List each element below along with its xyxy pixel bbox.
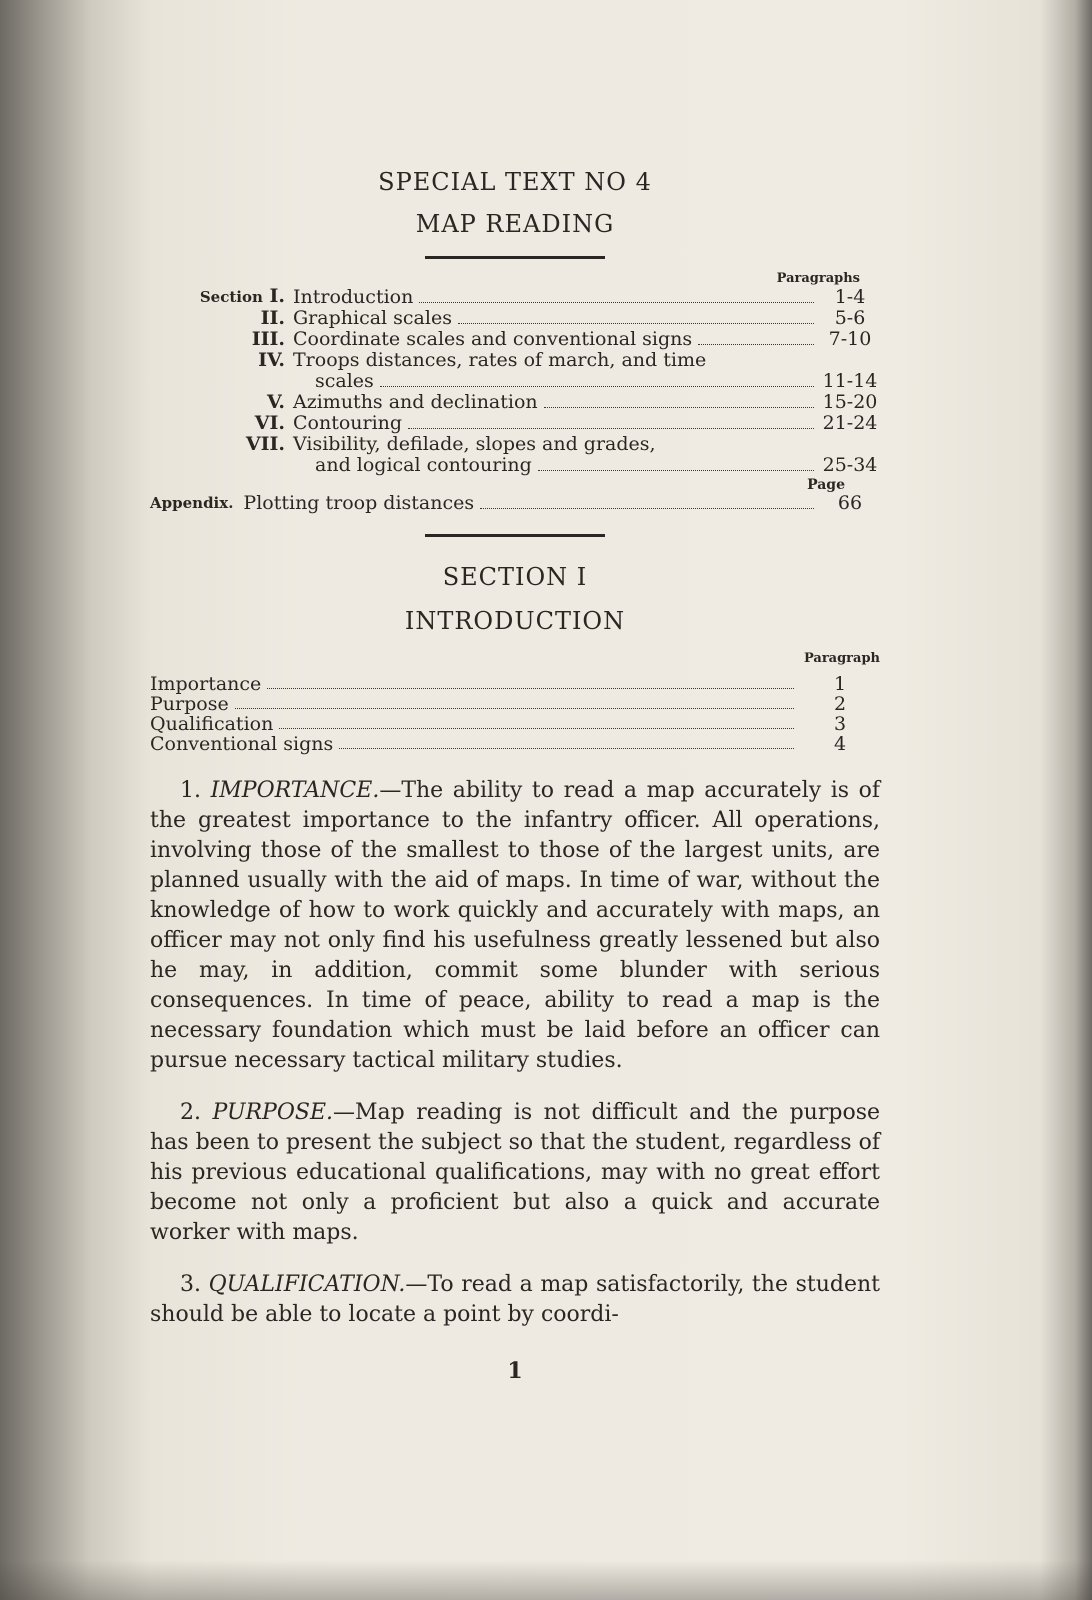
paragraph-text: —The ability to read a map accurately is of the greatest importance to the infantry officer. All operations, involving those of the smallest to those of the largest units, are planned usually with the aid of maps. In time of war, without the knowledge of how to work quickly and accurately with maps, an officer may not only find his usefulness greatly lessened but also he may, in addition, commit some blunder with serious consequences. In time of peace, ability to read a map is the necessary foundation which must be laid before an officer can pursue necessary tactical military studies. [150, 778, 881, 1073]
toc-section-number [150, 350, 293, 371]
section-toc-title-text: Importance [150, 673, 262, 695]
page-shadow [0, 1560, 1092, 1600]
section-numeral: IV. [258, 349, 285, 371]
leader-dots [538, 470, 814, 471]
toc-title [293, 329, 820, 350]
section-numeral: I. [269, 285, 285, 307]
leader-dots [267, 688, 794, 689]
page-content [150, 160, 880, 1384]
paragraph-heading: PURPOSE. [212, 1100, 334, 1125]
title-rule [425, 256, 605, 259]
appendix-title [243, 493, 820, 514]
body-text [150, 776, 880, 1330]
section-toc-paragraph: 1 [833, 673, 847, 695]
toc-row [150, 350, 880, 371]
paragraph [150, 776, 880, 1076]
toc-section-number [150, 434, 293, 455]
toc-row [150, 286, 880, 308]
leader-dots [279, 728, 794, 729]
toc-title-text: Contouring [293, 412, 403, 434]
toc-row [150, 392, 880, 413]
appendix-label-text: Appendix. [150, 494, 234, 512]
paragraph-number: 2. [180, 1100, 213, 1125]
section-toc-row [150, 674, 880, 694]
paragraph [150, 1270, 880, 1330]
section-numeral: III. [251, 328, 285, 350]
leader-dots [408, 428, 814, 429]
section-toc-title-text: Conventional signs [150, 733, 334, 755]
toc-title-text: Introduction [293, 286, 414, 308]
toc-row-continued [150, 371, 880, 392]
leader-dots [698, 344, 814, 345]
toc-paragraph-range: 25-34 [822, 454, 878, 476]
toc-title [293, 392, 820, 413]
toc-paragraph-range: 7-10 [828, 328, 872, 350]
toc-title [293, 308, 820, 329]
document-title: MAP READING [415, 210, 615, 238]
paragraph-heading: QUALIFICATION. [208, 1272, 406, 1297]
toc-title [293, 413, 820, 434]
paragraph-text: —To read a map satisfactorily, the student should be able to locate a point by coordi- [150, 1272, 880, 1327]
section-toc-title [150, 714, 800, 734]
leader-dots [235, 708, 794, 709]
leader-dots [339, 748, 794, 749]
toc-paragraph-range: 15-20 [822, 391, 878, 413]
leader-dots [480, 508, 814, 509]
appendix-label [150, 492, 243, 514]
section-contents [150, 674, 880, 754]
special-text-heading: SPECIAL TEXT NO 4 [378, 168, 652, 196]
toc-paragraph-range: 5-6 [834, 307, 866, 329]
toc-section-number [150, 392, 293, 413]
section-toc-title-text: Purpose [150, 693, 229, 715]
toc-paragraph-range: 1-4 [834, 286, 866, 308]
toc-title [293, 350, 820, 371]
section-numeral: VII. [245, 433, 285, 455]
leader-dots [458, 323, 814, 324]
section-numeral: II. [260, 307, 285, 329]
section-toc-title [150, 734, 800, 754]
toc-row [150, 308, 880, 329]
toc-section-number [150, 413, 293, 434]
leader-dots [544, 407, 814, 408]
appendix-page: 66 [837, 492, 863, 514]
paragraph-heading: IMPORTANCE. [210, 778, 380, 803]
toc-row-continued [150, 455, 880, 476]
section-toc-paragraph: 2 [833, 693, 847, 715]
section-toc-row [150, 714, 880, 734]
paragraph [150, 1098, 880, 1248]
toc-title-text: Azimuths and declination [293, 391, 538, 413]
section-word: Section [199, 288, 263, 306]
section-numeral: VI. [254, 412, 285, 434]
section-title: INTRODUCTION [404, 607, 626, 635]
toc-row [150, 434, 880, 455]
section-paragraph-heading: Paragraph [803, 651, 880, 666]
section-heading: SECTION I [442, 563, 588, 591]
toc-paragraph-range: 11-14 [822, 370, 878, 392]
toc-paragraph-range: 21-24 [822, 412, 878, 434]
toc-title [293, 371, 820, 392]
leader-dots [419, 302, 814, 303]
toc-title [293, 455, 820, 476]
toc-paragraphs-heading: Paragraphs [776, 271, 860, 286]
section-toc-title [150, 694, 800, 714]
paragraph-number: 1. [180, 778, 211, 803]
page-number: 1 [507, 1358, 523, 1384]
toc-title-text: Graphical scales [293, 307, 452, 329]
appendix-block [150, 478, 880, 514]
section-rule [425, 534, 605, 537]
section-toc-paragraph: 4 [833, 733, 847, 755]
appendix-title-text: Plotting troop distances [243, 492, 475, 514]
section-toc-row [150, 694, 880, 714]
toc-title-text: Coordinate scales and conventional signs [293, 328, 693, 350]
toc-row [150, 329, 880, 350]
paragraph-number: 3. [180, 1272, 209, 1297]
section-toc-row [150, 734, 880, 754]
toc-section-number [150, 308, 293, 329]
appendix-row [150, 492, 880, 514]
toc-title-text: Visibility, defilade, slopes and grades, [293, 433, 656, 455]
toc-title-text: Troops distances, rates of march, and time [293, 349, 707, 371]
toc-title [293, 287, 820, 308]
table-of-contents [150, 286, 880, 476]
toc-row [150, 413, 880, 434]
section-toc-title [150, 674, 800, 694]
toc-section-number [150, 329, 293, 350]
toc-page-heading: Page [807, 477, 845, 493]
toc-title [293, 434, 820, 455]
section-toc-paragraph: 3 [833, 713, 847, 735]
toc-title-continued: and logical contouring [315, 454, 532, 476]
section-numeral: V. [266, 391, 285, 413]
leader-dots [380, 386, 814, 387]
section-toc-title-text: Qualification [150, 713, 274, 735]
paragraph-text: —Map reading is not difficult and the purpose has been to present the subject so that the student, regardless of his previous educational qualifications, may with no great effort become not only a proficient but also a quick and accurate worker with maps. [150, 1100, 880, 1245]
toc-title-continued: scales [315, 370, 374, 392]
toc-section-number [150, 286, 293, 308]
